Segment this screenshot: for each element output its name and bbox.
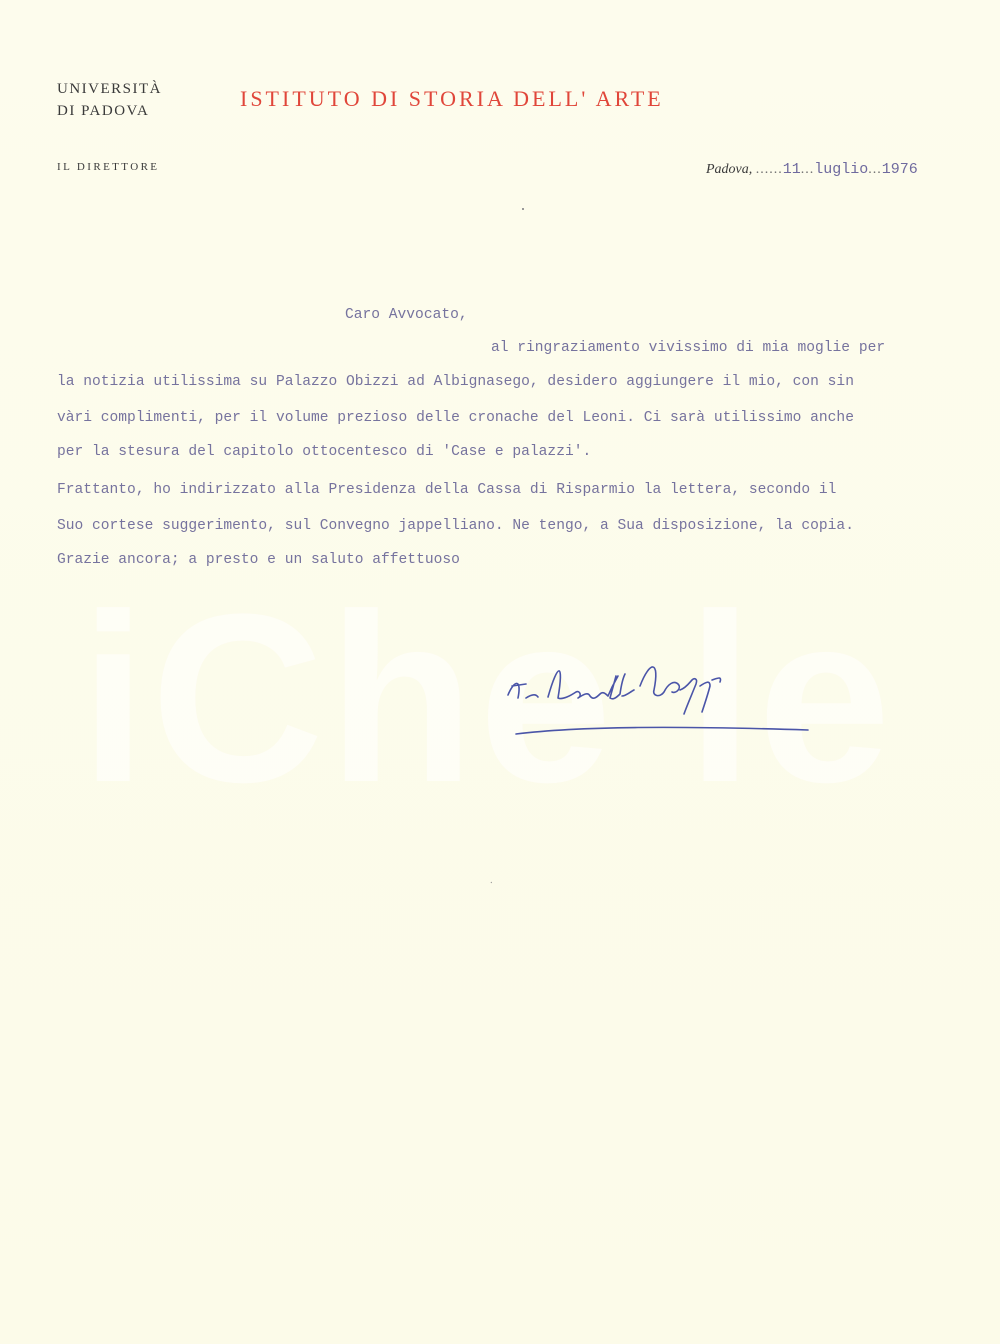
letter-line: Suo cortese suggerimento, sul Convegno jappelliano. Ne tengo, a Sua disposizione, la copia.	[57, 518, 854, 534]
letter-line: vàri complimenti, per il volume prezioso delle cronache del Leoni. Ci sarà utilissimo anche	[57, 410, 854, 426]
salutation: Caro Avvocato,	[345, 307, 468, 323]
date-sep-1: ...	[800, 162, 815, 177]
paper-speck: ⸱	[490, 878, 493, 889]
university-line-1: UNIVERSITÀ	[57, 81, 162, 97]
date-sep-2: ...	[868, 162, 882, 177]
institute-title: ISTITUTO DI STORIA DELL' ARTE	[240, 86, 664, 111]
letter-line: Grazie ancora; a presto e un saluto affettuoso	[57, 552, 460, 568]
letter-line: per la stesura del capitolo ottocentesco di 'Case e palazzi'.	[57, 444, 592, 460]
letter-line: al ringraziamento vivissimo di mia moglie per	[491, 340, 886, 356]
letter-line: la notizia utilissima su Palazzo Obizzi ad Albignasego, desidero aggiungere il mio, con sin	[57, 374, 854, 390]
date-leader-dots: ......	[755, 162, 783, 177]
handwritten-signature-icon	[500, 640, 820, 750]
university-line-2: DI PADOVA	[57, 103, 150, 119]
dateline	[706, 161, 918, 178]
letter-line: Frattanto, ho indirizzato alla Presidenza della Cassa di Risparmio la lettera, secondo il	[57, 482, 837, 498]
date-place: Padova,	[706, 162, 753, 177]
watermark: iChe le	[80, 564, 895, 832]
paper-mark	[522, 208, 524, 210]
date-year: 1976	[881, 161, 918, 178]
date-day: 11	[782, 161, 801, 178]
date-month: luglio	[814, 161, 869, 178]
director-label: IL DIRETTORE	[57, 161, 160, 173]
